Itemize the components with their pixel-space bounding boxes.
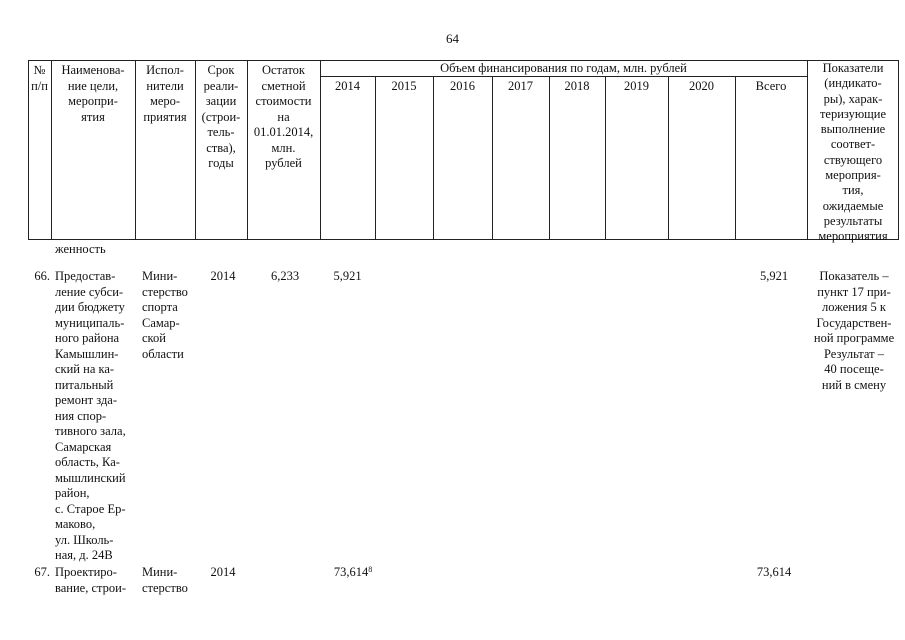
row-2014-amount: 73,614	[333, 565, 369, 579]
header-indicators: Показатели (индикато- ры), харак- теризующие выполнение соответ- ствующего мероприя- тия, ожидаемые результаты мероприятия	[818, 61, 888, 244]
row-executor: Мини- стерство спорта Самар- ской области	[142, 269, 188, 361]
row-name: Проектиро- вание, строи-	[55, 565, 126, 595]
row-2014-value	[323, 565, 383, 581]
header-year: 2015	[391, 79, 417, 93]
header-remaining-cost: Остаток сметной стоимости на 01.01.2014, млн. рублей	[253, 63, 314, 170]
row-executor: Мини- стерство	[142, 565, 188, 595]
year-divider	[433, 76, 434, 240]
header-year: 2017	[508, 79, 533, 93]
header-year: 2016	[450, 79, 475, 93]
header-year: 2019	[624, 79, 649, 93]
carryover-text: женность	[55, 242, 106, 256]
footnote-marker: 8	[368, 565, 373, 574]
row-remaining-cost: 6,233	[270, 269, 300, 283]
header-name: Наименова- ние цели, меропри- ятия	[61, 63, 125, 124]
row-indicator: Показатель – пункт 17 при- ложения 5 к Государствен- ной программе Результат – 40 посеще- ний в смену	[813, 269, 895, 392]
header-executors: Испол- нители меро- приятия	[143, 63, 187, 124]
header-funding: Объем финансирования по годам, млн. рублей	[440, 61, 687, 75]
row-2014-value	[320, 269, 375, 285]
row-number: 67.	[34, 565, 50, 579]
year-divider	[375, 76, 376, 240]
header-term: Срок реали- зации (строи- тель- ства), годы	[201, 63, 241, 170]
header-num: № п/п	[31, 63, 48, 93]
row-2014-amount: 5,921	[333, 269, 362, 283]
year-divider	[735, 76, 736, 240]
year-divider	[668, 76, 669, 240]
page-number: 64	[446, 31, 459, 46]
header-year-total: Всего	[755, 79, 787, 93]
row-name: Предостав- ление субси- дии бюджету муниципаль- ного района Камышлин- ский на ка- питальный ремонт зда- ния спор- тивного зала, Самарская область, Ка- мышлинский район, с. Старое Ер- маково, ул. Школь- ная, д. 24В	[55, 269, 126, 562]
row-total: 5,921	[759, 269, 789, 283]
year-divider	[605, 76, 606, 240]
row-total: 73,614	[756, 565, 792, 579]
header-year: 2020	[689, 79, 714, 93]
year-divider	[549, 76, 550, 240]
row-number: 66.	[34, 269, 50, 283]
header-year: 2014	[335, 79, 360, 93]
row-term: 2014	[210, 565, 236, 579]
year-divider	[492, 76, 493, 240]
header-year: 2018	[564, 79, 590, 93]
row-term: 2014	[210, 269, 236, 283]
